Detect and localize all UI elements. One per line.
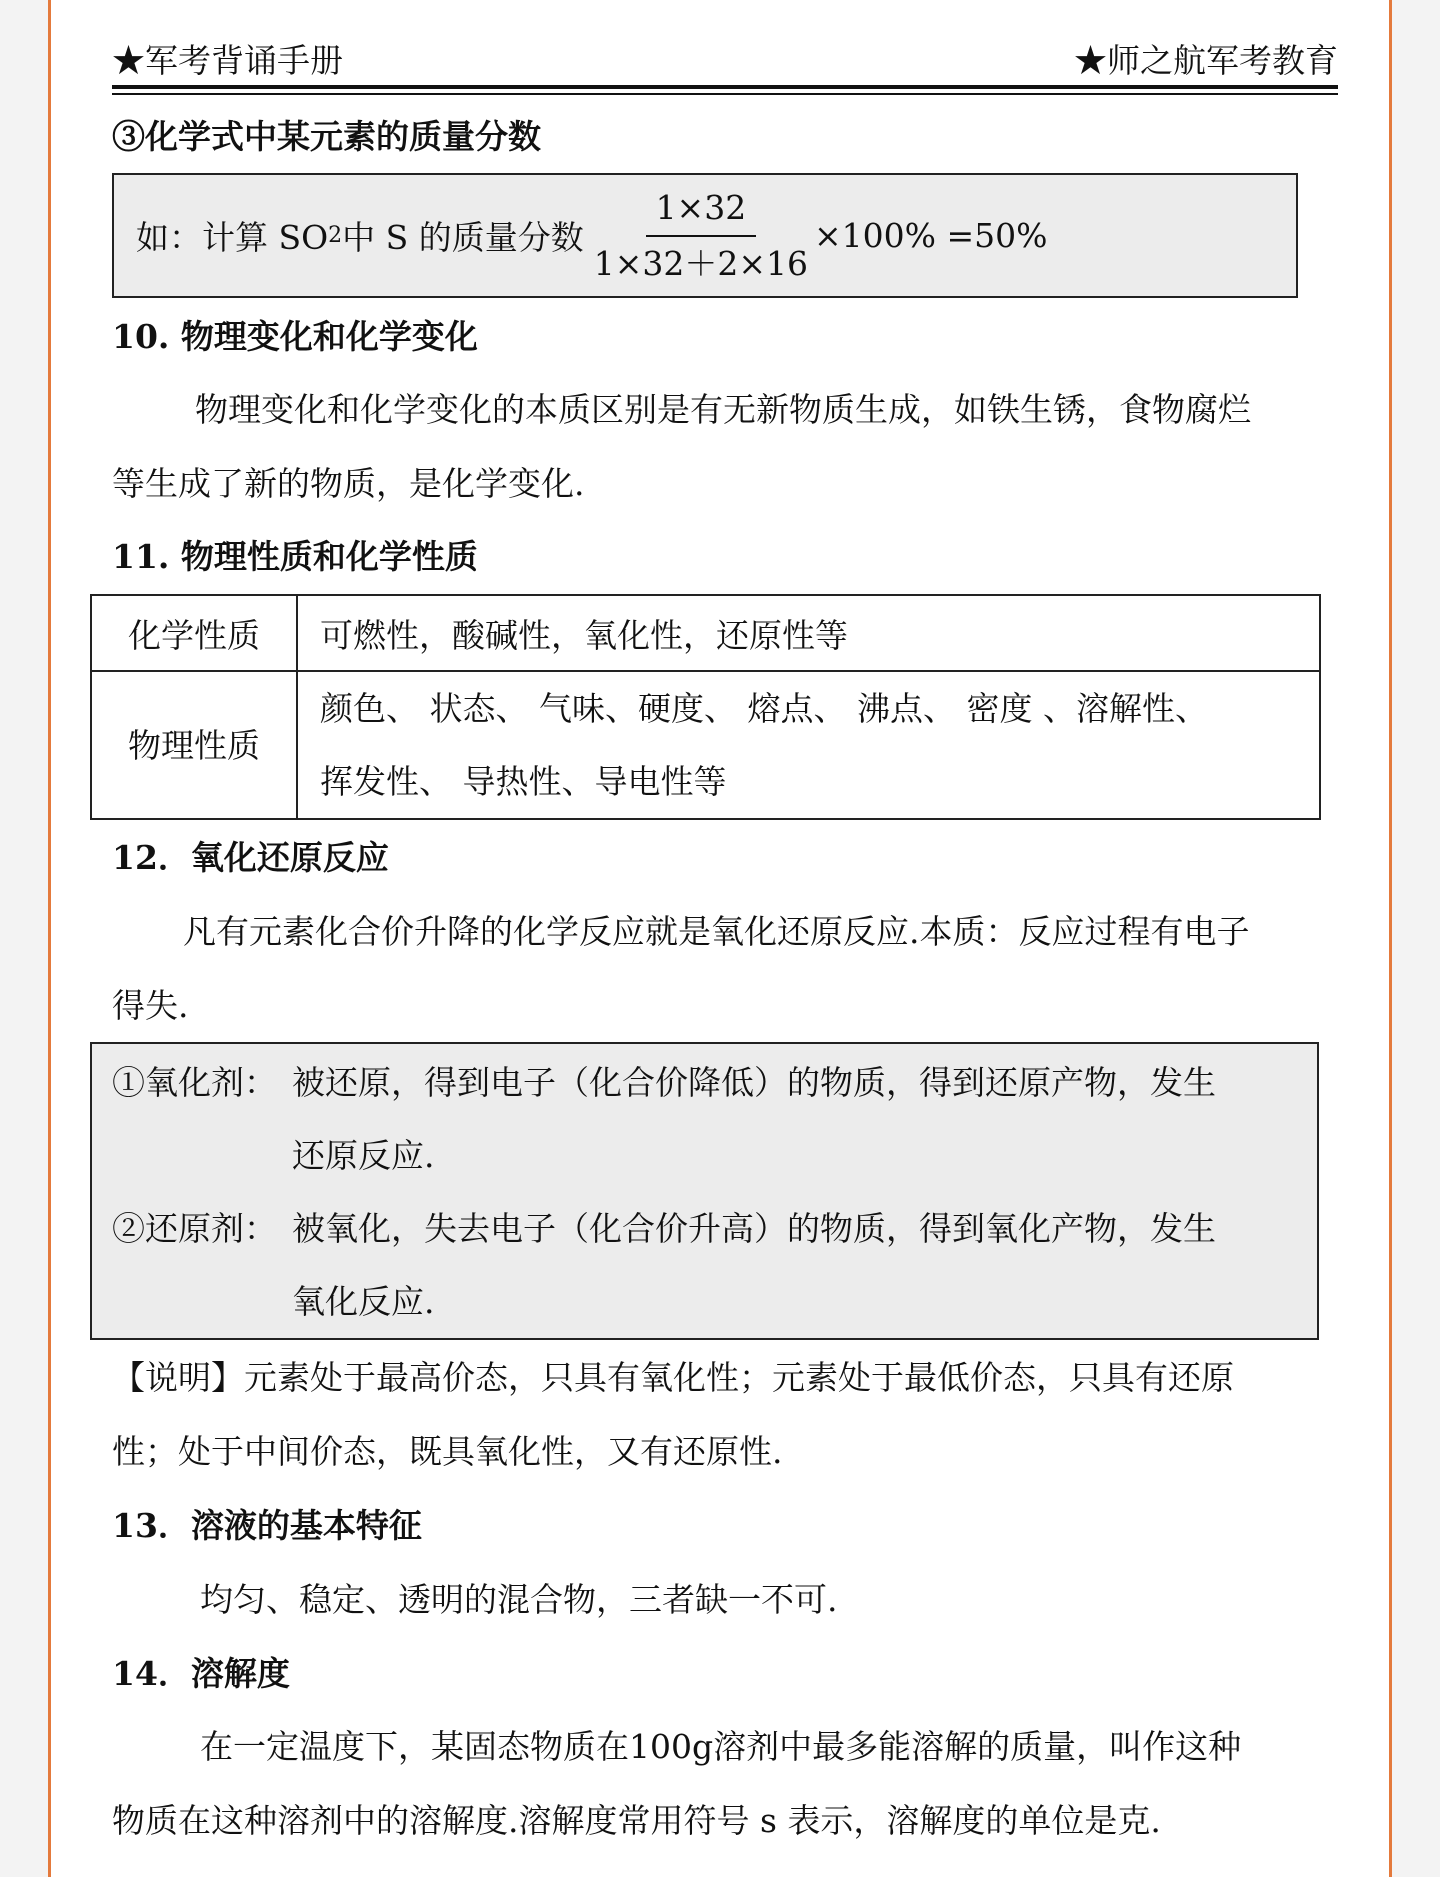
heading-section-10: 10. 物理变化和化学变化 <box>112 317 478 356</box>
formula-suffix: ×100% =50% <box>814 216 1048 255</box>
table-row <box>91 671 1320 819</box>
formula-numerator: 1×32 <box>646 189 757 237</box>
heading-mass-fraction: ③化学式中某元素的质量分数 <box>112 117 541 156</box>
heading-section-13: 13．溶液的基本特征 <box>112 1506 422 1545</box>
oxidant-text-1: 被还原，得到电子（化合价降低）的物质，得到还原产物，发生 <box>292 1063 1216 1102</box>
formula-prefix: 如：计算 SO <box>136 218 329 257</box>
formula-denominator: 1×32＋2×16 <box>593 243 809 283</box>
note-line-2: 性；处于中间价态，既具氧化性，又有还原性. <box>112 1432 783 1471</box>
table-key-cell: 物理性质 <box>91 671 297 819</box>
redox-box <box>90 1042 1319 1340</box>
reductant-label: ②还原剂： <box>112 1209 277 1248</box>
formula-middle: 中 S 的质量分数 <box>342 218 584 257</box>
mass-fraction-formula <box>136 175 1048 296</box>
section-14-line-1: 在一定温度下，某固态物质在100g溶剂中最多能溶解的质量，叫作这种 <box>200 1727 1242 1766</box>
heading-section-11: 11. 物理性质和化学性质 <box>112 537 478 576</box>
section-13-line-1: 均匀、稳定、透明的混合物，三者缺一不可. <box>200 1580 838 1619</box>
heading-section-12: 12．氧化还原反应 <box>112 838 389 877</box>
page-header <box>112 36 1338 86</box>
properties-table <box>90 594 1321 820</box>
note-line-1: 【说明】元素处于最高价态，只具有氧化性；元素处于最低价态，只具有还原 <box>112 1358 1234 1397</box>
table-value-line: 挥发性、 导热性、导电性等 <box>320 762 727 801</box>
reductant-text-1: 被氧化，失去电子（化合价升高）的物质，得到氧化产物，发生 <box>292 1209 1216 1248</box>
header-right-title: ★师之航军考教育 <box>1074 41 1338 80</box>
section-14-line-2: 物质在这种溶剂中的溶解度.溶解度常用符号 s 表示，溶解度的单位是克. <box>112 1801 1161 1840</box>
table-value-cell <box>297 671 1320 819</box>
table-key-cell: 化学性质 <box>91 595 297 671</box>
header-rule-thick <box>112 85 1338 89</box>
page-right-border <box>1389 0 1392 1877</box>
heading-section-14: 14．溶解度 <box>112 1654 290 1693</box>
section-12-line-1: 凡有元素化合价升降的化学反应就是氧化还原反应.本质：反应过程有电子 <box>183 912 1250 951</box>
formula-box <box>112 173 1298 298</box>
table-row <box>91 595 1320 671</box>
oxidant-label: ①氧化剂： <box>112 1063 277 1102</box>
table-value-cell: 可燃性，酸碱性，氧化性，还原性等 <box>297 595 1320 671</box>
header-left-title: ★军考背诵手册 <box>112 41 343 80</box>
page-left-border <box>48 0 51 1877</box>
oxidant-text-2: 还原反应. <box>292 1136 435 1175</box>
table-value-line: 颜色、 状态、 气味、硬度、 熔点、 沸点、 密度 、溶解性、 <box>320 689 1208 728</box>
header-rule-thin <box>112 93 1338 95</box>
section-10-line-1: 物理变化和化学变化的本质区别是有无新物质生成，如铁生锈，食物腐烂 <box>195 390 1251 429</box>
section-12-line-2: 得失. <box>112 986 189 1025</box>
section-10-line-2: 等生成了新的物质，是化学变化. <box>112 464 585 503</box>
reductant-text-2: 氧化反应. <box>292 1282 435 1321</box>
formula-fraction <box>594 189 808 283</box>
formula-subscript: 2 <box>328 223 343 248</box>
